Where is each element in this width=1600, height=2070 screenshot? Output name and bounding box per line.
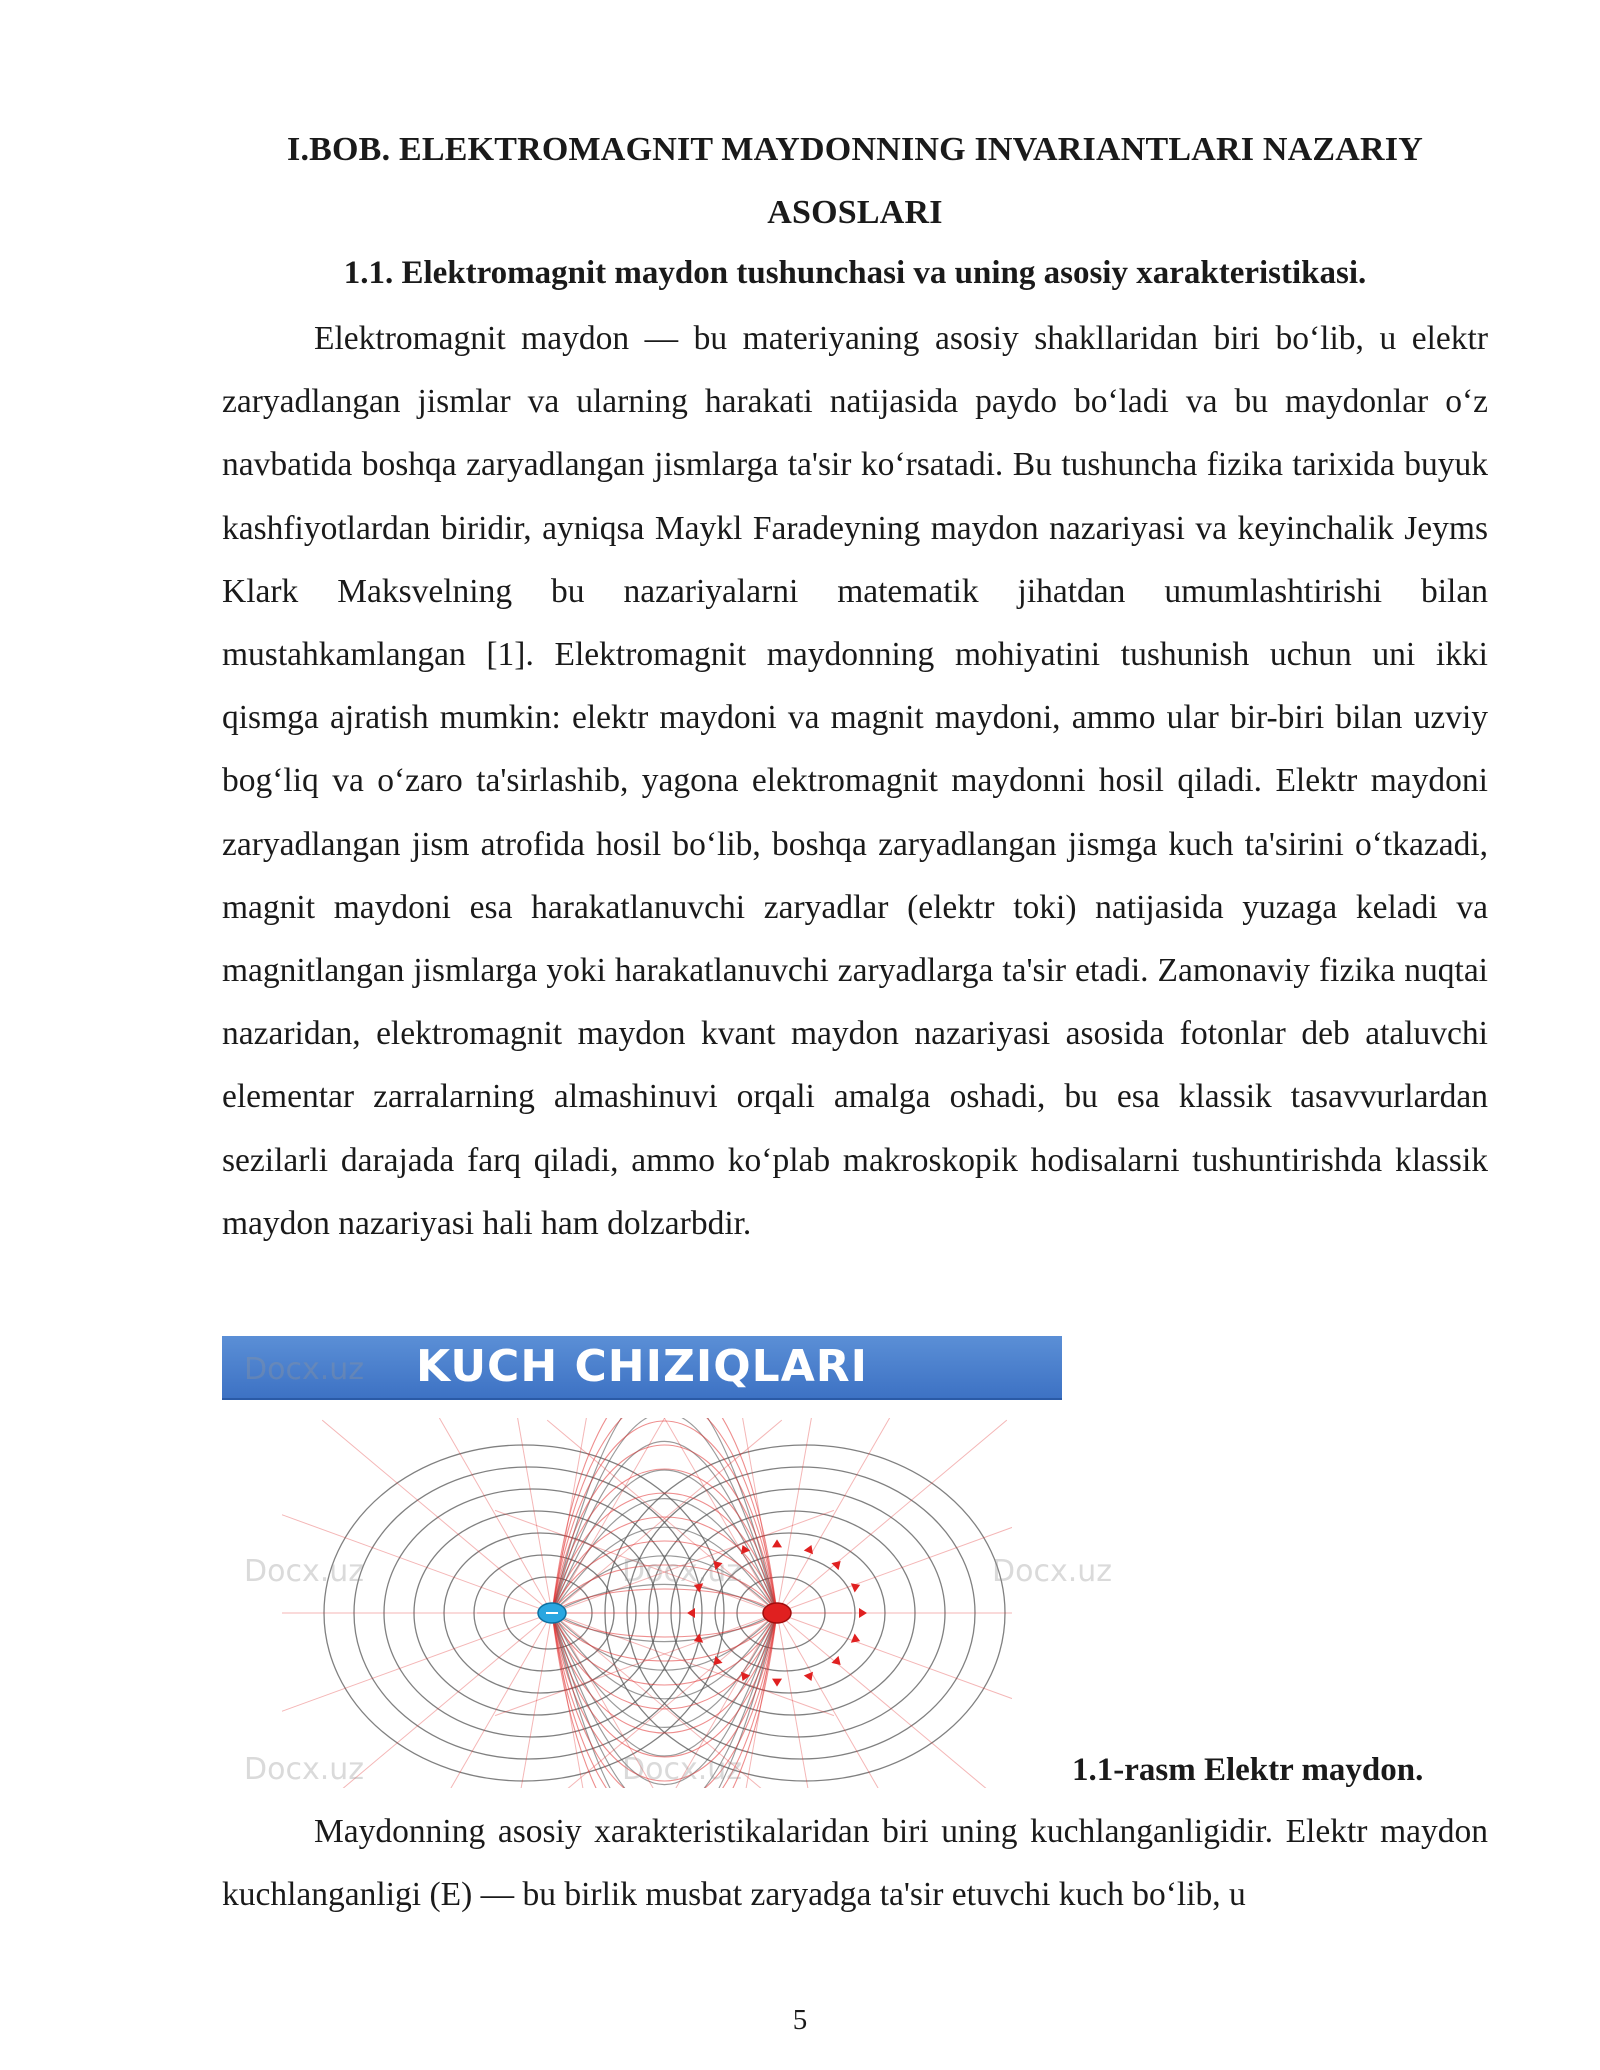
field-arrow — [804, 1545, 813, 1554]
field-line-red — [552, 1613, 777, 1829]
chapter-title: I.BOB. ELEKTROMAGNIT MAYDONNING INVARIANTLARI NAZARIY ASOSLARI — [287, 131, 1423, 231]
field-arrow — [687, 1608, 695, 1618]
watermark: Docx.uz — [622, 1554, 742, 1589]
page-number: 5 — [792, 2004, 808, 2036]
field-arrow — [772, 1539, 782, 1547]
watermark: Docx.uz — [244, 1752, 364, 1787]
body-paragraph-2: Maydonning asosiy xarakteristikalaridan biri uning kuchlanganligidir. Elektr maydon kuchlanganligi (E) — bu birlik musbat zaryadga ta'sir etuvchi kuch bo‘lib, u — [222, 1813, 1488, 1914]
positive-charge — [763, 1603, 791, 1623]
watermark: Docx.uz — [244, 1352, 364, 1387]
watermark: Docx.uz — [622, 1752, 742, 1787]
figure-caption — [1072, 1745, 1423, 1795]
field-arrow — [772, 1679, 782, 1687]
electric-field-diagram — [222, 1398, 1062, 1788]
watermark: Docx.uz — [244, 1554, 364, 1589]
figure-caption-number: 1.1-rasm — [1072, 1752, 1196, 1788]
body-paragraph-1: Elektromagnit maydon — bu materiyaning asosiy shakllaridan biri bo‘lib, u elektr zaryadlangan jismlar va ularning harakati natijasida paydo bo‘ladi va bu maydonlar o‘z navbatida boshqa zaryadlangan jismlarga ta'sir ko‘rsatadi. Bu tushuncha fizika tarixida buyuk kashfiyotlardan biridir, ayniqsa Maykl Faradeyning maydon nazariyasi va keyinchalik Jeyms Klark Maksvelning bu nazariyalarni matematik jihatdan umumlashtirishi bilan mustahkamlangan [1]. Elektromagnit maydonning mohiyatini tushunish uchun uni ikki qismga ajratish mumkin: elektr maydoni va magnit maydoni, ammo ular bir-biri bilan uzviy bog‘liq va o‘zaro ta'sirlashib, yagona elektromagnit maydonni hosil qiladi. Elektr maydoni zaryadlangan jism atrofida hosil bo‘lib, boshqa zaryadlangan jismga kuch ta'sirini o‘tkazadi, magnit maydoni esa harakatlanuvchi zaryadlar (elektr toki) natijasida yuzaga keladi va magnitlangan jismlarga yoki harakatlanuvchi zaryadlarga ta'sir etadi. Zamonaviy fizika nuqtai nazaridan, elektromagnit maydon kvant maydon nazariyasi asosida fotonlar deb ataluvchi elementar zarralarning almashinuvi orqali amalga oshadi, bu esa klassik tasavvurlardan sezilarli darajada farq qiladi, ammo ko‘plab makroskopik hodisalarni tushuntirishda klassik maydon nazariyasi hali ham dolzarbdir. — [222, 320, 1488, 1242]
field-arrow — [804, 1672, 813, 1681]
field-arrow — [851, 1583, 860, 1592]
figure-banner-title: KUCH CHIZIQLARI — [416, 1341, 868, 1392]
field-line-red — [777, 1420, 1007, 1613]
field-arrow — [859, 1608, 867, 1618]
watermark: Docx.uz — [992, 1554, 1112, 1589]
figure-caption-text: Elektr maydon. — [1203, 1752, 1424, 1788]
field-arrow — [851, 1633, 860, 1642]
field-line-red — [777, 1613, 1007, 1806]
figure-field-lines — [222, 1336, 1112, 1788]
section-title: 1.1. Elektromagnit maydon tushunchasi va uning asosiy xarakteristikasi. — [343, 255, 1367, 291]
